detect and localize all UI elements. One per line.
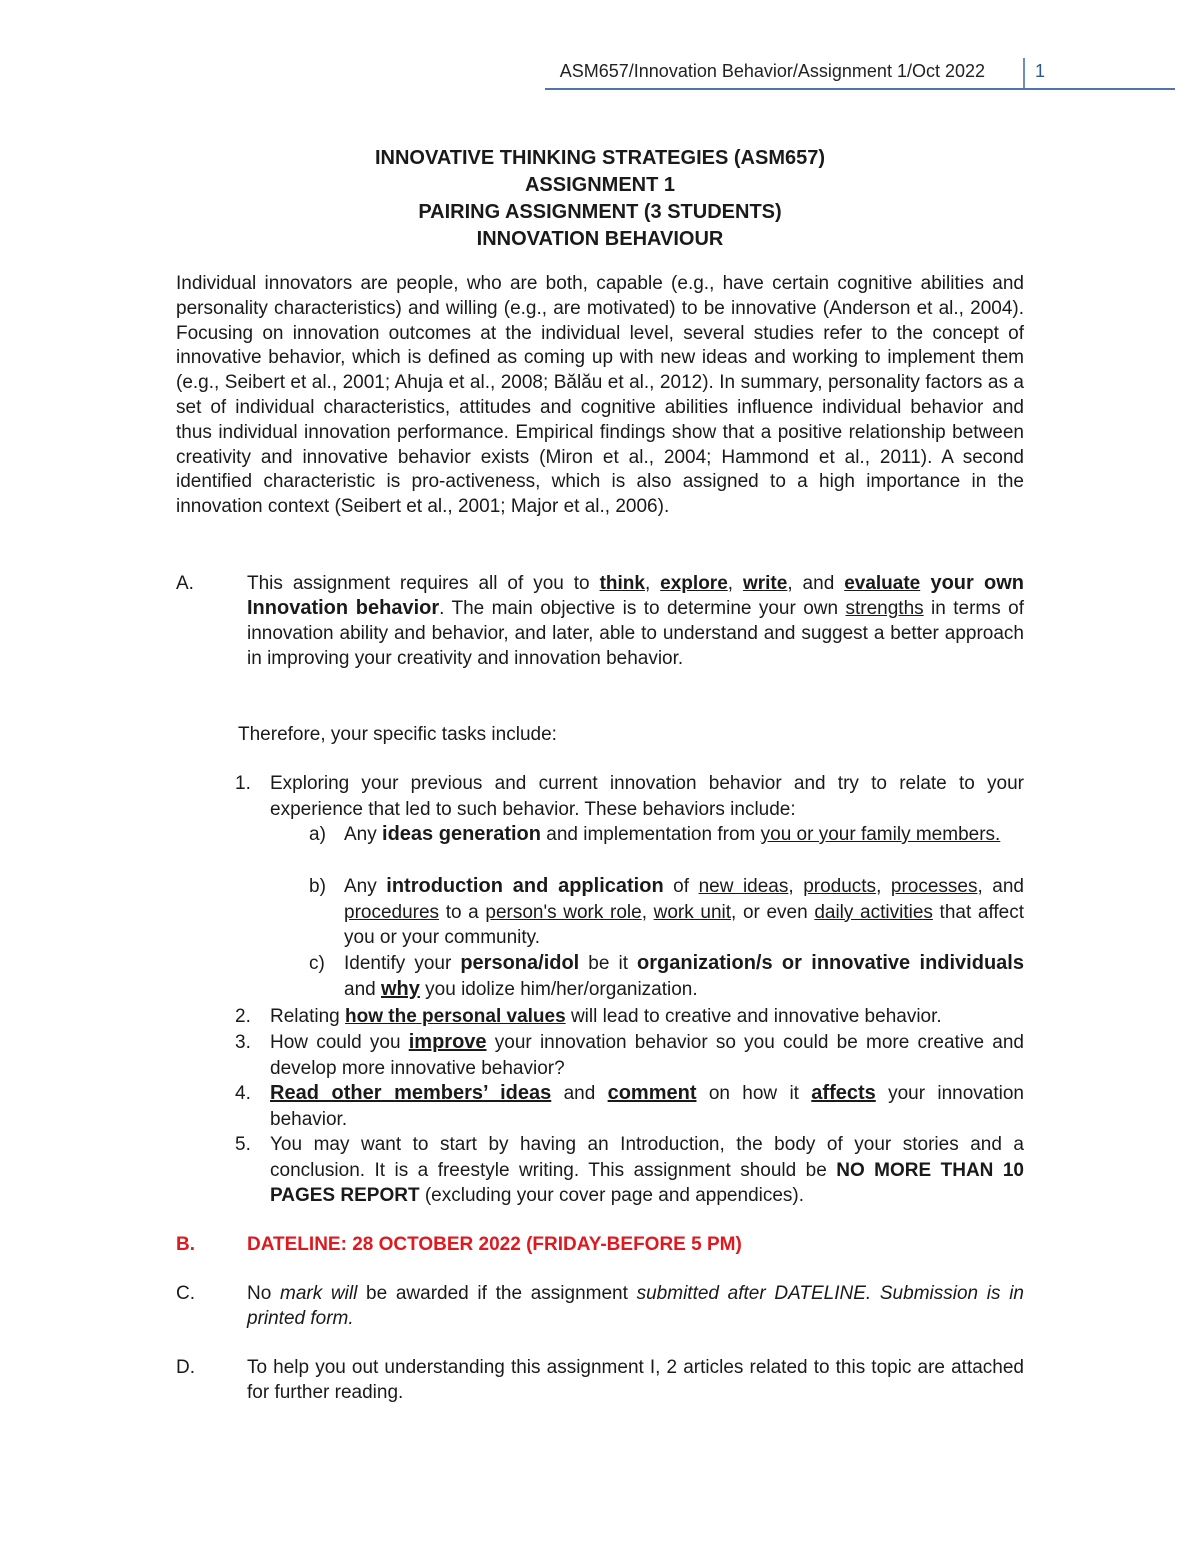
dateline-text: DATELINE: 28 OCTOBER 2022 (FRIDAY-BEFORE 5 PM) — [247, 1234, 742, 1255]
intro-paragraph: Individual innovators are people, who are both, capable (e.g., have certain cognitive abilities and personality characteristics) and willing (e.g., are motivated) to be innovative (Anderson et al., 2004). Focusing on innovation outcomes at the individual level, several studies refer to the concept of innovative behavior, which is defined as coming up with new ideas and working to implement them (e.g., Seibert et al., 2001; Ahuja et al., 2008; Bălău et al., 2012). In summary, personality factors as a set of individual characteristics, attitudes and cognitive abilities influence individual behavior and thus individual innovation performance. Empirical findings show that a positive relationship between creativity and innovative behavior exists (Miron et al., 2004; Hammond et al., 2011). A second identified characteristic is pro-activeness, which is also assigned to a high importance in the innovation context (Seibert et al., 2001; Major et al., 2006). — [176, 273, 1024, 518]
section-a-label: A. — [176, 573, 194, 594]
section-b-label: B. — [176, 1234, 195, 1255]
section-c-text: No mark will be awarded if the assignment submitted after DATELINE. Submission is in printed form. — [247, 1283, 1024, 1329]
tasks-intro: Therefore, your specific tasks include: — [238, 724, 557, 745]
subtask-a-text: Any ideas generation and implementation from you or your family members. — [344, 823, 1001, 845]
running-title: ASM657/Innovation Behavior/Assignment 1/Oct 2022 — [559, 61, 985, 81]
own-innovation-emphasis: your own Innovation behavior — [247, 572, 1024, 619]
header-separator — [1023, 58, 1025, 88]
pairing-title: PAIRING ASSIGNMENT (3 STUDENTS) — [418, 201, 782, 223]
think-emphasis: think — [599, 573, 645, 594]
explore-emphasis: explore — [660, 573, 728, 594]
task-4-text: Read other members’ ideas and comment on how it affects your innovation behavior. — [270, 1082, 1024, 1130]
course-title: INNOVATIVE THINKING STRATEGIES (ASM657) — [374, 147, 826, 169]
subtask-b-text: Any introduction and application of new ideas, products, processes, and procedures to a person's work role, work unit, or even daily activities that affect you or your community. — [344, 875, 1025, 949]
task-3-number: 3. — [235, 1032, 251, 1053]
task-2-number: 2. — [235, 1006, 251, 1027]
subtask-c-label: c) — [309, 953, 325, 974]
subtask-c-text: Identify your persona/idol be it organization/s or innovative individuals and why you idolize him/her/organization. — [344, 952, 1024, 1000]
section-d-text: To help you out understanding this assignment I, 2 articles related to this topic are attached for further reading. — [247, 1357, 1024, 1403]
task-5-text: You may want to start by having an Introduction, the body of your stories and a conclusion. It is a freestyle writing. This assignment should be NO MORE THAN 10 PAGES REPORT (excluding your cover page and appendices). — [270, 1134, 1024, 1207]
running-header — [545, 58, 1175, 88]
task-3-text: How could you improve your innovation behavior so you could be more creative and develop more innovative behavior? — [270, 1031, 1024, 1079]
header-rule — [545, 88, 1175, 90]
task-1-number: 1. — [235, 773, 251, 794]
strengths-emphasis: strengths — [845, 598, 924, 619]
task-1-text: Exploring your previous and current innovation behavior and try to relate to your experience that led to such behavior. These behaviors include: — [270, 773, 1024, 820]
assignment-title: ASSIGNMENT 1 — [524, 174, 676, 196]
page-number: 1 — [1035, 61, 1046, 81]
write-emphasis: write — [742, 573, 788, 594]
task-4-number: 4. — [235, 1083, 251, 1104]
topic-title: INNOVATION BEHAVIOUR — [476, 228, 724, 250]
evaluate-emphasis: evaluate — [844, 573, 921, 594]
task-5-number: 5. — [235, 1134, 251, 1155]
subtask-a-label: a) — [309, 824, 326, 845]
section-d-label: D. — [176, 1357, 195, 1378]
section-a-paragraph: This assignment requires all of you to think, explore, write, and evaluate your own Innovation behavior. The main objective is to determine your own strengths in terms of innovation ability and behavior, and later, able to understand and suggest a better approach in improving your creativity and innovation behavior. — [247, 572, 1024, 669]
task-2-text: Relating how the personal values will lead to creative and innovative behavior. — [270, 1006, 942, 1027]
document-title-block — [176, 145, 1024, 253]
subtask-b-label: b) — [309, 876, 326, 897]
section-c-label: C. — [176, 1283, 195, 1304]
